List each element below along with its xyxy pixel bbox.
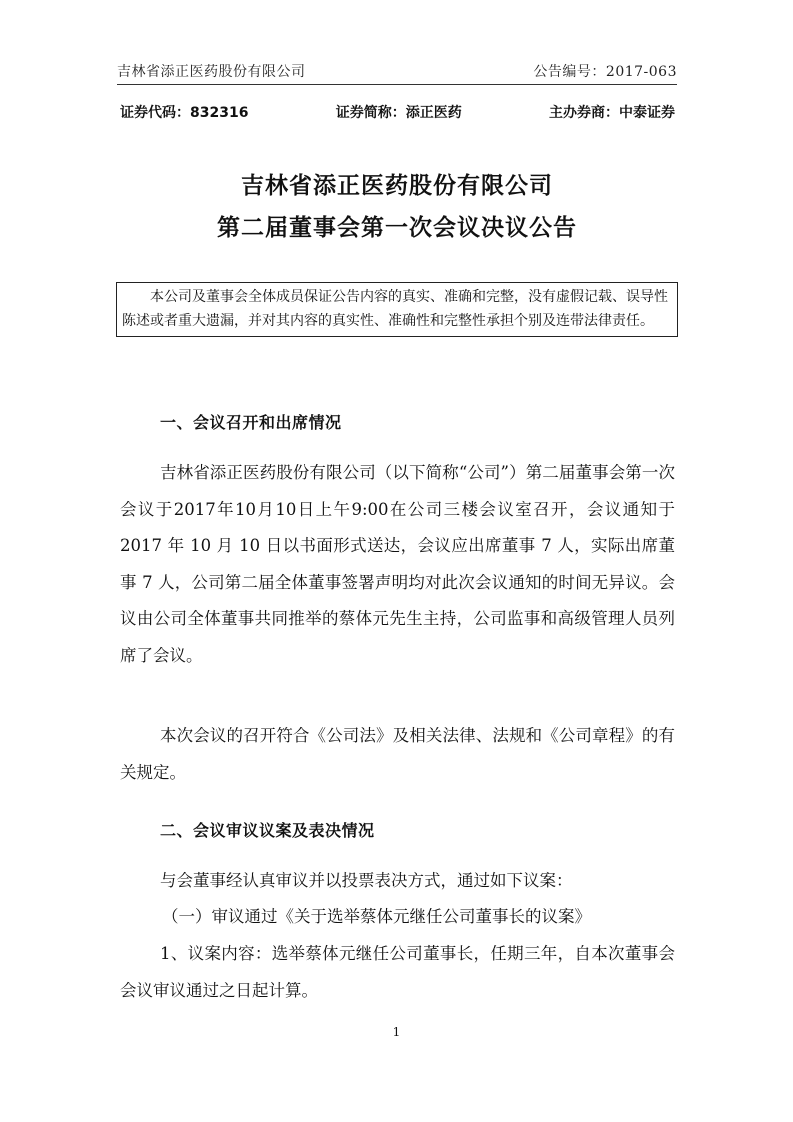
stock-abbreviation: 证券简称：添正医药 [335, 105, 462, 121]
page-number: 1 [392, 1025, 401, 1039]
header-announcement-number: 公告编号：2017-063 [533, 64, 677, 80]
resolutions-intro: 与会董事经认真审议并以投票表决方式，通过如下议案： [160, 871, 573, 890]
stock-code: 证券代码：832316 [120, 105, 249, 121]
disclaimer-box: 本公司及董事会全体成员保证公告内容的真实、准确和完整，没有虚假记载、误导性陈述或者重大遗漏，并对其内容的真实性、准确性和完整性承担个别及连带法律责任。 [116, 282, 678, 337]
sponsor-broker: 主办券商：中泰证券 [548, 105, 675, 121]
document-title-announcement: 第二届董事会第一次会议决议公告 [217, 215, 577, 241]
section-heading-resolutions: 二、会议审议议案及表决情况 [160, 821, 375, 840]
section-heading-meeting: 一、会议召开和出席情况 [160, 413, 342, 432]
security-info-row [120, 102, 675, 122]
header-divider [117, 84, 677, 85]
page-header [117, 57, 677, 81]
resolution-item-content: 1、议案内容：选举蔡体元继任公司董事长，任期三年，自本次董事会会议审议通过之日起计算。 [120, 944, 675, 1000]
document-title-company: 吉林省添正医药股份有限公司 [241, 173, 553, 199]
meeting-details-paragraph: 吉林省添正医药股份有限公司（以下简称“公司”）第二届董事会第一次会议于2017年10月10日上午9:00在公司三楼会议室召开，会议通知于 2017 年 10 月 10 日以书面形式送达，会议应出席董事 7 人，实际出席董事 7 人，公司第二届全体董事签署声明均对此次会议通知的时间无异议。会议由公司全体董事共同推举的蔡体元先生主持，公司监事和高级管理人员列席了会议。 [120, 463, 675, 665]
resolution-item-title: （一）审议通过《关于选举蔡体元继任公司董事长的议案》 [162, 907, 591, 926]
header-company-name: 吉林省添正医药股份有限公司 [117, 64, 306, 80]
compliance-paragraph: 本次会议的召开符合《公司法》及相关法律、法规和《公司章程》的有关规定。 [120, 726, 675, 782]
